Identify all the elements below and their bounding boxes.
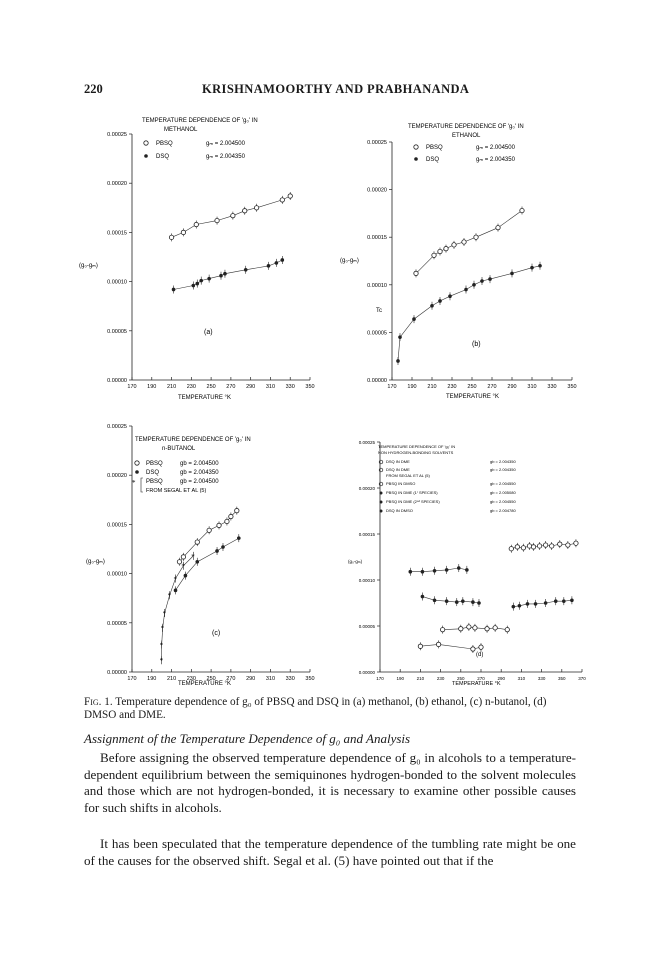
legend-label: DSQ IN DME <box>386 459 410 464</box>
x-tick-label: 190 <box>147 384 157 390</box>
y-tick-label: 0.00010 <box>107 571 127 578</box>
y-axis-label: (g₀-gₘ) <box>348 559 363 564</box>
x-tick-label: 230 <box>186 384 196 390</box>
data-point <box>488 277 492 281</box>
legend-value: gb = 2.004500 <box>180 461 219 467</box>
data-point <box>207 528 211 532</box>
data-point <box>526 602 530 606</box>
x-tick-label: 170 <box>376 676 384 681</box>
data-point: * <box>191 552 195 561</box>
data-point <box>558 542 562 546</box>
data-point: * <box>159 657 164 666</box>
data-point <box>421 595 425 599</box>
legend-value: gb = 2.004550 <box>490 481 516 486</box>
data-point <box>537 544 541 548</box>
x-tick-label: 310 <box>265 676 276 682</box>
legend-marker-open <box>414 145 418 149</box>
legend-value: gb = 2.004350 <box>490 467 516 472</box>
legend-label: PBSQ IN DME (1ʳ SPECIES) <box>386 490 438 495</box>
page-header <box>84 82 584 98</box>
data-point <box>520 208 524 212</box>
x-tick-label: 330 <box>285 676 295 682</box>
series-line <box>422 597 479 603</box>
x-tick-label: 270 <box>477 676 485 681</box>
data-point <box>534 602 538 606</box>
series <box>418 640 483 653</box>
running-title: KRISHNAMOORTHY AND PRABHANANDA <box>202 82 470 96</box>
series <box>172 256 284 294</box>
x-axis-label: TEMPERATURE °K <box>178 395 231 401</box>
data-point <box>432 253 436 257</box>
data-point <box>461 599 465 603</box>
x-tick-label: 170 <box>127 384 137 390</box>
series <box>396 262 542 365</box>
panel-label: (c) <box>212 630 221 637</box>
data-point <box>512 605 516 609</box>
series <box>440 623 509 634</box>
chart-title-line-2: n-BUTANOL <box>162 446 196 452</box>
data-point <box>566 543 570 547</box>
data-point <box>515 545 519 549</box>
series-line <box>180 511 237 562</box>
data-point <box>531 545 535 549</box>
data-point <box>235 508 239 512</box>
data-point <box>229 514 233 518</box>
x-tick-label: 250 <box>206 676 216 682</box>
chart-title-line-1: TEMPERATURE DEPENDENCE OF 'g₀' IN <box>142 118 258 124</box>
data-point <box>530 266 534 270</box>
data-point <box>448 294 452 298</box>
data-point <box>509 547 513 551</box>
x-tick-label: 170 <box>387 384 397 390</box>
data-point <box>409 570 413 574</box>
plot-area-a <box>107 132 314 390</box>
data-point <box>195 560 199 564</box>
data-point <box>219 274 223 278</box>
data-point: * <box>159 641 164 650</box>
legend-value: gb = 2.004500 <box>180 479 219 485</box>
data-point <box>215 549 219 553</box>
legend-label: DSQ IN DME <box>386 467 410 472</box>
data-point <box>543 543 547 547</box>
data-point <box>510 272 514 276</box>
caption-label: Fig. 1. <box>84 696 113 708</box>
chart-svg-d <box>338 420 588 690</box>
data-point <box>544 601 548 605</box>
chart-panel-b <box>340 112 580 412</box>
y-tick-label: 0.00005 <box>107 328 127 335</box>
x-tick-label: 330 <box>537 676 546 681</box>
y-tick-label: 0.00015 <box>367 235 387 242</box>
legend-label: PBSQ <box>426 145 443 151</box>
legend-label: PBSQ IN DMSO <box>386 481 416 486</box>
data-point <box>570 598 574 602</box>
series <box>409 564 469 576</box>
data-point <box>225 519 229 523</box>
data-point <box>195 540 199 544</box>
data-point <box>430 304 434 308</box>
x-tick-label: 370 <box>578 676 586 681</box>
data-point <box>412 317 416 321</box>
legend-value: gb = 2.004550 <box>490 499 516 504</box>
x-axis-label: TEMPERATURE °K <box>178 681 231 687</box>
data-point <box>444 246 448 250</box>
x-axis-label: TEMPERATURE °K <box>452 681 501 687</box>
data-point <box>467 625 471 629</box>
y-tick-label: 0.00000 <box>107 670 127 676</box>
legend-value: gb = 2.004780 <box>490 508 516 513</box>
data-point <box>473 626 477 630</box>
y-tick-label: 0.00020 <box>367 187 387 194</box>
data-point <box>181 555 185 559</box>
y-tick-label: 0.00005 <box>367 330 387 337</box>
legend-value: gₘ = 2.004350 <box>476 157 515 163</box>
x-tick-label: 330 <box>285 384 295 390</box>
x-tick-label: 350 <box>305 676 315 682</box>
legend-label: PBSQ IN DME (2ⁿᵈ SPECIES) <box>386 499 440 504</box>
data-point <box>436 642 440 646</box>
x-tick-label: 310 <box>265 384 276 390</box>
page-number: 220 <box>84 82 103 96</box>
data-point <box>396 359 400 363</box>
data-point <box>445 568 449 572</box>
data-point <box>452 243 456 247</box>
x-tick-label: 350 <box>305 384 315 390</box>
data-point <box>244 268 248 272</box>
data-point <box>480 279 484 283</box>
legend-marker-open <box>135 461 139 465</box>
legend-marker-filled <box>144 154 148 158</box>
data-point <box>538 264 542 268</box>
data-point: * <box>181 562 185 571</box>
panel-label: (d) <box>476 652 484 658</box>
chart-title-line-1: TEMPERATURE DEPENDENCE OF 'g₀' IN <box>378 444 456 449</box>
y-axis-label: (g₀-gₘ) <box>79 263 98 269</box>
data-point <box>457 566 461 570</box>
data-point <box>455 600 459 604</box>
data-point <box>464 288 468 292</box>
y-tick-label: 0.00025 <box>107 132 127 138</box>
x-tick-label: 190 <box>396 676 404 681</box>
y-tick-label: 0.00010 <box>107 279 127 286</box>
caption-text: Temperature dependence of g₀ of PBSQ and DSQ in (a) methanol, (b) ethanol, (c) n-butanol, (d) DMSO and DME. <box>84 696 547 721</box>
y-tick-label: 0.00020 <box>107 181 127 188</box>
chart-panel-a <box>80 112 320 412</box>
data-point <box>574 541 578 545</box>
tc-label: Tc <box>376 308 382 314</box>
data-point <box>169 235 173 239</box>
chart-title-line-1: TEMPERATURE DEPENDENCE OF 'g₀' IN <box>408 124 524 130</box>
data-point <box>496 225 500 229</box>
data-point <box>243 209 247 213</box>
data-point <box>472 283 476 287</box>
data-point <box>267 264 271 268</box>
x-tick-label: 290 <box>507 384 517 390</box>
legend-label: DSQ <box>156 154 170 160</box>
data-point <box>485 627 489 631</box>
legend-value: gₘ = 2.004500 <box>206 141 245 147</box>
data-point: * <box>167 592 172 601</box>
x-tick-label: 230 <box>436 676 445 681</box>
y-tick-label: 0.00025 <box>358 440 375 445</box>
chart-title-line-2: ETHANOL <box>452 133 481 139</box>
legend-label: DSQ IN DMSO <box>386 508 413 513</box>
x-tick-label: 210 <box>427 384 437 390</box>
x-tick-label: 250 <box>206 384 216 390</box>
legend-label: FROM SEGAL ET AL (5) <box>146 488 207 494</box>
x-tick-label: 210 <box>166 676 177 682</box>
data-point <box>192 284 196 288</box>
x-tick-label: 270 <box>487 384 497 390</box>
plot-area-b <box>367 140 576 390</box>
x-tick-label: 230 <box>186 676 196 682</box>
data-point <box>433 598 437 602</box>
panel-label: (a) <box>204 329 213 336</box>
data-point <box>550 544 554 548</box>
data-point: * <box>160 624 165 633</box>
legend-label: PBSQ <box>156 141 173 147</box>
data-point <box>181 230 185 234</box>
data-point <box>237 536 241 540</box>
data-point <box>215 218 219 222</box>
legend-marker-star: * <box>132 479 136 487</box>
data-point <box>207 277 211 281</box>
x-tick-label: 230 <box>447 384 457 390</box>
data-point <box>174 589 178 593</box>
y-tick-label: 0.00010 <box>358 578 375 583</box>
y-tick-label: 0.00025 <box>367 140 387 146</box>
data-point <box>438 299 442 303</box>
data-point <box>445 599 449 603</box>
x-tick-label: 330 <box>547 384 557 390</box>
data-point <box>471 600 475 604</box>
series <box>160 552 196 665</box>
x-tick-label: 190 <box>407 384 417 390</box>
data-point <box>521 546 525 550</box>
x-tick-label: 350 <box>567 384 577 390</box>
paragraph: Before assigning the observed temperature dependence of g₀ in alcohols to a temperature-dependent equilibrium between the semiquinones hydrogen-bonded to the solvent molecules and those which are not hydrogen-bonded, it is necessary to examine other possible causes for such shifts in alcohols. <box>84 750 576 815</box>
data-point <box>433 569 437 573</box>
y-tick-label: 0.00010 <box>367 282 387 289</box>
y-axis-label: (g₀-gₘ) <box>86 559 105 565</box>
chart-title-line-2: METHANOL <box>164 127 198 133</box>
data-point <box>194 222 198 226</box>
y-tick-label: 0.00000 <box>358 670 375 675</box>
x-tick-label: 290 <box>497 676 505 681</box>
data-point <box>479 645 483 649</box>
data-point <box>221 545 225 549</box>
y-tick-label: 0.00005 <box>358 624 375 629</box>
data-point: * <box>173 575 178 584</box>
series <box>421 593 481 607</box>
series-line <box>416 211 522 274</box>
series-line <box>174 260 283 290</box>
chart-title-line-1: TEMPERATURE DEPENDENCE OF 'g₀' IN <box>135 437 251 443</box>
data-point <box>440 627 444 631</box>
data-point <box>421 570 425 574</box>
data-point <box>477 601 481 605</box>
data-point <box>414 271 418 275</box>
y-axis-label: (g₀-gₘ) <box>340 258 359 264</box>
data-point <box>398 335 402 339</box>
data-point <box>438 249 442 253</box>
y-tick-label: 0.00000 <box>367 378 387 384</box>
x-tick-label: 250 <box>467 384 477 390</box>
data-point <box>288 194 292 198</box>
legend-marker-filled <box>135 470 139 474</box>
data-point <box>459 627 463 631</box>
data-point <box>505 627 509 631</box>
data-point <box>195 282 199 286</box>
data-point: * <box>162 609 167 618</box>
y-tick-label: 0.00015 <box>107 522 127 529</box>
legend-label: DSQ <box>426 157 440 163</box>
data-point <box>518 604 522 608</box>
series <box>509 539 578 553</box>
paragraph: It has been speculated that the temperature dependence of the tumbling rate might be one of the causes for the observed shift. Segal et al. (5) have pointed out that if the <box>84 836 576 868</box>
data-point <box>275 261 279 265</box>
y-tick-label: 0.00015 <box>107 230 127 237</box>
y-tick-label: 0.00020 <box>107 473 127 480</box>
legend-value: gₘ = 2.004500 <box>476 145 515 151</box>
x-tick-label: 290 <box>246 384 256 390</box>
data-point <box>254 206 258 210</box>
x-tick-label: 190 <box>147 676 157 682</box>
x-tick-label: 310 <box>527 384 537 390</box>
legend-value: gb = 2.004350 <box>180 470 219 476</box>
legend-value: gb = 2.004350 <box>490 459 516 464</box>
data-point <box>184 574 188 578</box>
y-tick-label: 0.00025 <box>107 424 127 430</box>
panel-label: (b) <box>472 341 481 348</box>
legend-label: PBSQ <box>146 461 163 467</box>
data-point <box>474 235 478 239</box>
x-tick-label: 210 <box>416 676 425 681</box>
chart-svg-a <box>80 112 320 412</box>
data-point <box>231 213 235 217</box>
figure-caption <box>84 696 576 722</box>
chart-panel-c <box>80 420 320 690</box>
series <box>414 207 524 278</box>
y-tick-label: 0.00015 <box>358 532 375 537</box>
legend-marker-filled <box>414 157 418 161</box>
chart-svg-c <box>80 420 320 690</box>
data-point <box>281 258 285 262</box>
data-point <box>462 240 466 244</box>
data-point <box>172 288 176 292</box>
series <box>512 596 574 610</box>
legend-bracket <box>141 478 143 492</box>
x-tick-label: 210 <box>166 384 177 390</box>
data-point <box>471 647 475 651</box>
x-tick-label: 270 <box>226 676 236 682</box>
data-point <box>465 568 469 572</box>
legend-label: FROM SEGAL ET AL (5) <box>386 473 430 478</box>
x-tick-label: 310 <box>517 676 526 681</box>
legend-value: gₘ = 2.004350 <box>206 154 245 160</box>
data-point <box>418 644 422 648</box>
data-point <box>223 272 227 276</box>
data-point <box>493 626 497 630</box>
data-point <box>199 279 203 283</box>
x-tick-label: 170 <box>127 676 137 682</box>
y-tick-label: 0.00000 <box>107 378 127 384</box>
chart-title-line-2: NON HYDROGEN-BONDING SOLVENTS <box>378 450 454 455</box>
legend-value: gb = 2.005080 <box>490 490 516 495</box>
y-tick-label: 0.00005 <box>107 620 127 627</box>
y-tick-label: 0.00020 <box>358 486 375 491</box>
data-point <box>217 523 221 527</box>
section-heading: Assignment of the Temperature Dependence of g₀ and Analysis <box>84 731 411 746</box>
x-tick-label: 350 <box>558 676 566 681</box>
x-tick-label: 290 <box>246 676 256 682</box>
series <box>177 507 239 566</box>
series-line <box>398 266 540 361</box>
x-axis-label: TEMPERATURE °K <box>446 394 499 400</box>
legend-marker-open <box>144 141 148 145</box>
series <box>169 192 292 241</box>
data-point <box>554 599 558 603</box>
legend-label: PBSQ <box>146 479 163 485</box>
legend-label: DSQ <box>146 470 160 476</box>
x-tick-label: 250 <box>457 676 465 681</box>
data-point <box>562 599 566 603</box>
chart-svg-b <box>340 112 580 412</box>
x-tick-label: 270 <box>226 384 236 390</box>
chart-panel-d <box>338 420 588 690</box>
data-point <box>280 198 284 202</box>
